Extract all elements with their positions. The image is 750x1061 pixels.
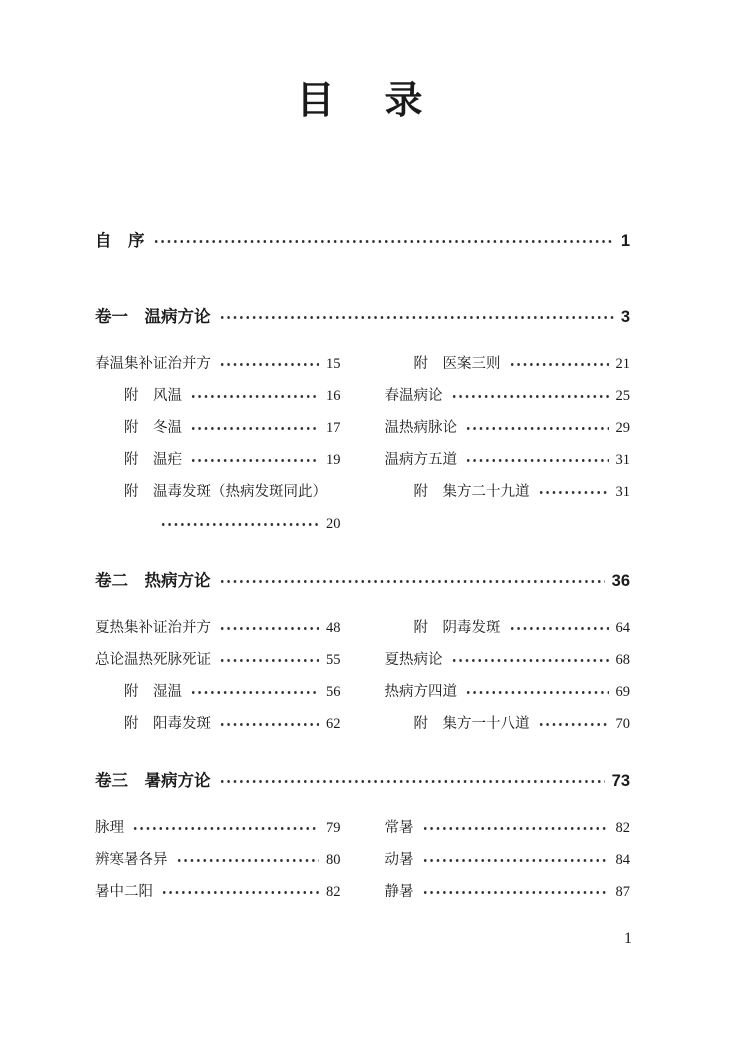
toc-entry-row xyxy=(385,708,631,740)
entry-label: 脉理 xyxy=(95,820,124,836)
entry-label: 附 温疟 xyxy=(124,452,182,468)
entry-label: 温病方五道 xyxy=(384,452,457,468)
dotted-leader xyxy=(509,361,609,368)
toc-entry-row xyxy=(95,476,341,508)
toc-entry-row xyxy=(95,644,341,676)
entry-page-number: 64 xyxy=(615,620,630,636)
entry-label: 动暑 xyxy=(384,852,414,868)
entry-page-number: 31 xyxy=(615,452,630,468)
entry-label: 附 湿温 xyxy=(124,684,182,700)
entry-label: 附 医案三则 xyxy=(413,356,501,372)
dotted-leader xyxy=(465,689,609,696)
dotted-leader xyxy=(219,778,605,785)
toc-columns xyxy=(95,612,630,740)
dotted-leader xyxy=(190,393,319,400)
entry-page-number: 1 xyxy=(620,232,630,250)
toc-entry-row xyxy=(385,612,631,644)
entry-page-number: 29 xyxy=(615,420,630,436)
entry-label: 附 阴毒发斑 xyxy=(413,620,501,636)
toc-entry-row xyxy=(95,412,341,444)
toc-entry-row xyxy=(385,380,631,412)
entry-label: 夏热病论 xyxy=(384,652,443,668)
dotted-leader xyxy=(219,361,319,368)
dotted-leader xyxy=(219,314,614,321)
toc-entry-row xyxy=(95,708,341,740)
toc-section xyxy=(95,304,630,540)
toc-column-right xyxy=(385,612,631,740)
entry-label: 附 集方二十九道 xyxy=(413,484,530,500)
toc-heading-row xyxy=(95,768,630,794)
entry-page-number: 31 xyxy=(615,484,630,500)
front-matter xyxy=(95,228,630,254)
toc-entry-row xyxy=(95,844,341,876)
dotted-leader xyxy=(161,889,319,896)
dotted-leader xyxy=(538,489,609,496)
entry-label: 常暑 xyxy=(384,820,414,836)
toc-sections xyxy=(95,304,630,908)
toc-column-left xyxy=(95,348,341,540)
entry-page-number: 25 xyxy=(615,388,630,404)
entry-page-number: 68 xyxy=(615,652,630,668)
entry-page-number: 19 xyxy=(326,452,341,468)
dotted-leader xyxy=(153,238,614,245)
entry-page-number: 80 xyxy=(326,852,341,868)
dotted-leader xyxy=(451,393,609,400)
entry-page-number: 82 xyxy=(326,884,341,900)
toc-entry-row xyxy=(385,844,631,876)
toc-entry-row xyxy=(95,380,341,412)
toc-entry-row xyxy=(95,876,341,908)
entry-label: 附 冬温 xyxy=(124,420,182,436)
toc-column-left xyxy=(95,812,341,908)
entry-page-number: 36 xyxy=(611,572,630,590)
entry-page-number: 56 xyxy=(326,684,341,700)
dotted-leader xyxy=(219,578,605,585)
entry-page-number: 84 xyxy=(615,852,630,868)
entry-label: 辨寒暑各异 xyxy=(95,852,168,868)
entry-page-number: 55 xyxy=(326,652,341,668)
entry-label: 春温集补证治并方 xyxy=(95,356,211,372)
entry-page-number: 87 xyxy=(615,884,630,900)
toc-entry-row xyxy=(385,348,631,380)
dotted-leader xyxy=(509,625,609,632)
entry-page-number: 17 xyxy=(326,420,341,436)
section-heading-label: 卷一 温病方论 xyxy=(95,308,211,326)
toc-section xyxy=(95,568,630,740)
entry-page-number: 79 xyxy=(326,820,341,836)
dotted-leader xyxy=(451,657,609,664)
toc-column-right xyxy=(385,348,631,540)
dotted-leader xyxy=(465,425,609,432)
toc-entry-row xyxy=(385,676,631,708)
dotted-leader xyxy=(465,457,609,464)
page-title: 目 录 xyxy=(296,77,429,122)
dotted-leader xyxy=(190,689,319,696)
entry-label: 热病方四道 xyxy=(384,684,457,700)
toc-columns xyxy=(95,812,630,908)
entry-label: 附 阳毒发斑 xyxy=(124,716,211,732)
toc-entry-row xyxy=(385,476,631,508)
entry-page-number: 3 xyxy=(620,308,630,326)
dotted-leader xyxy=(219,657,319,664)
entry-label: 暑中二阳 xyxy=(95,884,153,900)
toc-entry-row xyxy=(385,412,631,444)
entry-label: 总论温热死脉死证 xyxy=(95,652,211,668)
dotted-leader xyxy=(132,825,319,832)
section-heading-label: 卷三 暑病方论 xyxy=(95,772,211,790)
toc-columns xyxy=(95,348,630,540)
entry-label: 夏热集补证治并方 xyxy=(95,620,211,636)
entry-page-number: 16 xyxy=(326,388,341,404)
dotted-leader xyxy=(190,457,319,464)
entry-label: 附 风温 xyxy=(124,388,182,404)
entry-page-number: 20 xyxy=(326,516,341,532)
entry-page-number: 48 xyxy=(326,620,341,636)
dotted-leader xyxy=(176,857,320,864)
dotted-leader xyxy=(219,721,319,728)
dotted-leader xyxy=(219,625,319,632)
entry-page-number: 73 xyxy=(611,772,630,790)
toc-column-right xyxy=(385,812,631,908)
toc-column-left xyxy=(95,612,341,740)
toc-entry-row xyxy=(385,876,631,908)
toc-heading-row xyxy=(95,568,630,594)
dotted-leader xyxy=(422,889,609,896)
toc-heading-row xyxy=(95,228,630,254)
entry-label: 温热病脉论 xyxy=(384,420,457,436)
toc-heading-row xyxy=(95,304,630,330)
toc-entry-row xyxy=(385,644,631,676)
toc-entry-row xyxy=(95,348,341,380)
dotted-leader xyxy=(422,857,609,864)
entry-page-number: 70 xyxy=(615,716,630,732)
toc-entry-row xyxy=(95,812,341,844)
entry-label: 附 集方一十八道 xyxy=(413,716,530,732)
dotted-leader xyxy=(422,825,609,832)
section-heading-label: 卷二 热病方论 xyxy=(95,572,211,590)
toc-entry-row xyxy=(95,612,341,644)
toc-section xyxy=(95,768,630,908)
toc-entry-row xyxy=(95,444,341,476)
dotted-leader xyxy=(538,721,609,728)
entry-label: 春温病论 xyxy=(384,388,443,404)
entry-page-number: 21 xyxy=(615,356,630,372)
page-number: 1 xyxy=(624,930,632,947)
entry-page-number: 69 xyxy=(615,684,630,700)
toc-entry-row xyxy=(385,444,631,476)
dotted-leader xyxy=(160,521,319,528)
section-heading-label: 自 序 xyxy=(95,232,145,250)
entry-page-number: 15 xyxy=(326,356,341,372)
toc-entry-row xyxy=(95,508,341,540)
entry-label: 附 温毒发斑（热病发斑同此） xyxy=(124,484,327,500)
entry-label: 静暑 xyxy=(384,884,414,900)
toc-entry-row xyxy=(385,812,631,844)
entry-page-number: 62 xyxy=(326,716,341,732)
dotted-leader xyxy=(190,425,319,432)
toc-entry-row xyxy=(95,676,341,708)
entry-page-number: 82 xyxy=(615,820,630,836)
